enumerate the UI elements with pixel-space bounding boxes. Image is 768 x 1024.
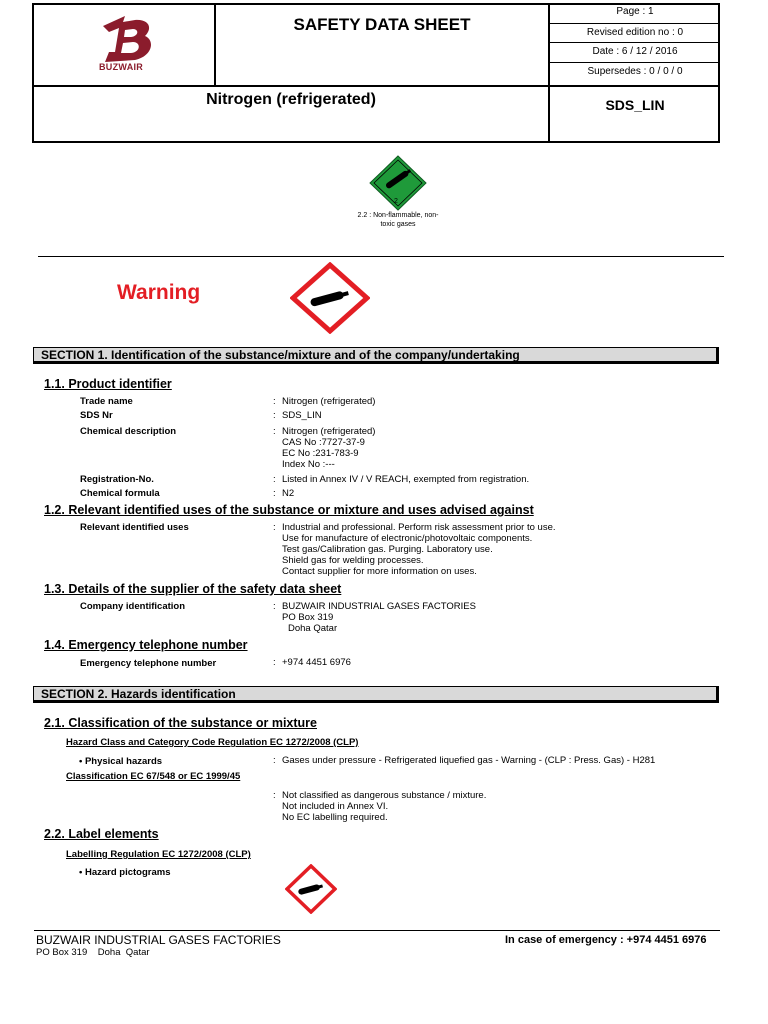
relevant-uses-line2: Use for manufacture of electronic/photovoltaic components. [282,533,533,544]
subsection-1-1-title: 1.1. Product identifier [44,377,172,391]
header-meta-line-1 [548,23,720,24]
company-po-box: PO Box 319 [282,612,334,623]
small-gas-cylinder-pictogram-icon [285,864,337,914]
separator-line [38,256,724,257]
relevant-uses-label: Relevant identified uses [80,522,189,533]
company-name: BUZWAIR INDUSTRIAL GASES FACTORIES [282,601,476,612]
gas-cylinder-pictogram-icon [290,262,370,334]
transport-caption-line1: 2.2 : Non-flammable, non- [357,212,439,219]
physical-hazards-value: Gases under pressure - Refrigerated liquefied gas - Warning - (CLP : Press. Gas) - H281 [282,755,656,766]
relevant-uses-line4: Shield gas for welding processes. [282,555,424,566]
logo-b-icon [95,14,157,64]
footer-emergency: In case of emergency : +974 4451 6976 [505,934,707,946]
subsection-2-1 [44,716,317,730]
classification-line3: No EC labelling required. [282,812,388,823]
footer-address: PO Box 319 Doha Qatar [36,947,150,958]
colon: : [273,755,276,766]
transport-label-icon [366,155,430,211]
chemical-description-line2: CAS No :7727-37-9 [282,437,365,448]
classification-line1: Not classified as dangerous substance / mixture. [282,790,487,801]
chemical-description-label: Chemical description [80,426,177,437]
subsection-1-2 [44,503,534,517]
emergency-phone-label: Emergency telephone number [80,658,217,669]
chemical-formula-value: N2 [282,488,295,499]
emergency-phone-value: +974 4451 6976 [282,657,351,668]
page-number: Page : 1 [616,6,654,17]
registration-label: Registration-No. [80,474,154,485]
relevant-uses-line1: Industrial and professional. Perform risk assessment prior to use. [282,522,556,533]
trade-name-label: Trade name [80,396,133,407]
classification-line2: Not included in Annex VI. [282,801,389,812]
subsection-1-3 [44,582,341,596]
header-meta-line-3 [548,62,720,63]
registration-value: Listed in Annex IV / V REACH, exempted from registration. [282,474,530,485]
colon: : [273,488,276,499]
classification-regulation-heading: Classification EC 67/548 or EC 1999/45 [66,771,241,782]
logo-text: BUZWAIR [99,62,144,72]
revision-date: Date : 6 / 12 / 2016 [592,46,678,57]
colon: : [273,410,276,421]
relevant-uses-line5: Contact supplier for more information on uses. [282,566,477,577]
chemical-description-line4: Index No :--- [282,459,335,470]
sds-nr-label: SDS Nr [80,410,113,421]
company-logo [95,14,157,74]
colon: : [273,657,276,668]
subsection-1-1 [44,377,172,391]
clp-regulation-heading: Hazard Class and Category Code Regulation EC 1272/2008 (CLP) [66,737,359,748]
signal-word: Warning [117,281,201,304]
physical-hazards-label: • Physical hazards [79,756,163,767]
chemical-description-line1: Nitrogen (refrigerated) [282,426,376,437]
header-meta-line-2 [548,42,720,43]
subsection-2-2 [44,827,159,841]
trade-name-value: Nitrogen (refrigerated) [282,396,376,407]
transport-caption-line2: toxic gases [380,221,416,228]
subsection-1-4 [44,638,248,652]
subsection-1-4-title: 1.4. Emergency telephone number [44,638,248,652]
subsection-1-3-title: 1.3. Details of the supplier of the safety data sheet [44,582,342,596]
colon: : [273,601,276,612]
section1-header: SECTION 1. Identification of the substance/mixture and of the company/undertaking [33,347,719,364]
colon: : [273,474,276,485]
colon: : [273,426,276,437]
footer-company: BUZWAIR INDUSTRIAL GASES FACTORIES [36,933,281,947]
company-city: Doha Qatar [288,623,338,634]
subsection-2-1-title: 2.1. Classification of the substance or mixture [44,716,317,730]
hazard-pictograms-label: • Hazard pictograms [79,867,171,878]
subsection-2-2-title: 2.2. Label elements [44,827,159,841]
relevant-uses-line3: Test gas/Calibration gas. Purging. Laboratory use. [282,544,493,555]
company-identification-label: Company identification [80,601,186,612]
section2-header: SECTION 2. Hazards identification [33,686,719,703]
supersedes: Supersedes : 0 / 0 / 0 [587,66,683,77]
subsection-1-2-title: 1.2. Relevant identified uses of the substance or mixture and uses advised against [44,503,534,517]
sds-nr-value: SDS_LIN [282,410,322,421]
revised-edition: Revised edition no : 0 [586,27,684,38]
product-name: Nitrogen (refrigerated) [206,91,376,108]
colon: : [273,790,276,801]
chemical-description-line3: EC No :231-783-9 [282,448,359,459]
labelling-regulation-heading: Labelling Regulation EC 1272/2008 (CLP) [66,849,251,860]
footer-line [34,930,720,931]
colon: : [273,396,276,407]
transport-class-number: 2 [394,198,398,205]
sds-code: SDS_LIN [605,97,665,113]
colon: : [273,522,276,533]
header-divider-h [32,85,720,87]
chemical-formula-label: Chemical formula [80,488,160,499]
document-title: SAFETY DATA SHEET [293,15,471,34]
